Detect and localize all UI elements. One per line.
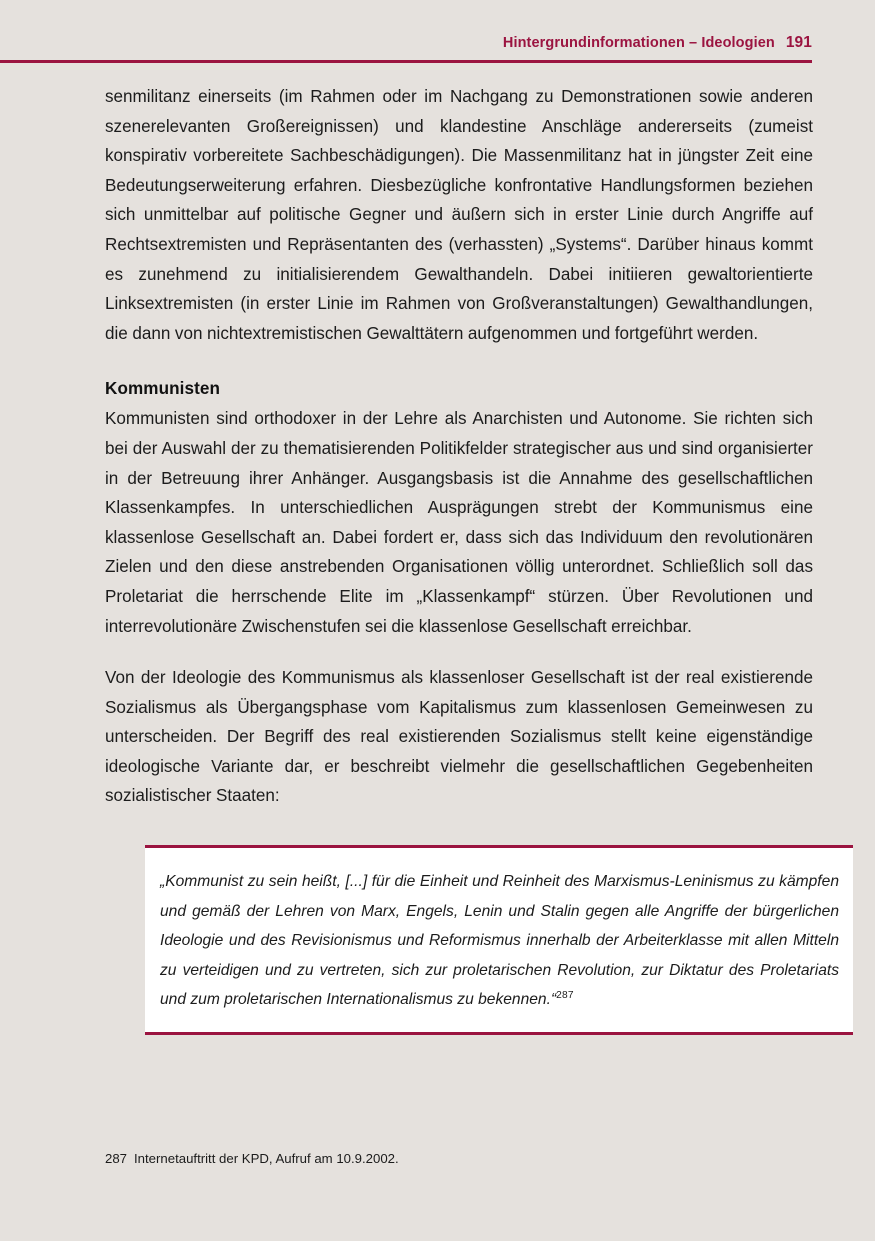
running-head-title: Hintergrundinformationen – Ideologien [502, 35, 775, 51]
paragraph-continued: senmilitanz einerseits (im Rahmen oder im Nachgang zu Demonstrationen sowie anderen szenerelevanten Großereignissen) und klandestine Anschläge andererseits (zumeist konspirativ vorbereitete Sachbeschädigungen). Die Massenmilitanz hat in jüngster Zeit eine Bedeutungserweiterung erfahren. Diesbezügliche konfrontative Handlungsformen beziehen sich unmittelbar auf politische Gegner und äußern sich in erster Linie durch Angriffe auf Rechtsextremisten und Repräsentanten des (verhassten) „Systems“. Darüber hinaus kommt es zunehmend zu initialisierendem Gewalthandeln. Dabei initiieren gewaltorientierte Linksextremisten (in erster Linie im Rahmen von Großveranstaltungen) Gewalthandlungen, die dann von nichtextremistischen Gewalttätern aufgenommen und fortgeführt werden. [105, 87, 813, 343]
footnote-item [105, 1150, 813, 1168]
running-head [0, 34, 812, 52]
quote-body: „Kommunist zu sein heißt, [...] für die Einheit und Reinheit des Marxismus-Leninismus zu kämpfen und gemäß der Lehren von Marx, Engels, Lenin und Stalin gegen alle Angriffe der bürgerlichen Ideologie und des Revisionismus und Reformismus innerhalb der Arbeiterklasse mit allen Mitteln zu verteidigen und zu vertreten, sich zur proletarischen Revolution, zur Diktatur des Proletariats und zum proletarischen Internationalismus zu bekennen.“ [160, 873, 839, 1009]
text-column [105, 82, 839, 1051]
page-number: 191 [785, 34, 812, 51]
header-rule [0, 60, 812, 63]
paragraph-kommunisten-1: Kommunisten sind orthodoxer in der Lehre als Anarchisten und Autonome. Sie richten sich bei der Auswahl der zu thematisierenden Politikfelder strategischer aus und sind organisierter in der Betreuung ihrer Anhänger. Ausgangsbasis ist die Annahme des gesellschaftlichen Klassenkampfes. In unterschiedlichen Ausprägungen strebt der Kommunismus eine klassenlose Gesellschaft an. Dabei fordert er, dass sich das Individuum den revolutionären Zielen und den diese anstrebenden Organisationen völlig unterordnet. Schließlich soll das Proletariat die herrschende Elite im „Klassenkampf“ stürzen. Über Revolutionen und interrevolutionäre Zwischenstufen sei die klassenlose Gesellschaft erreichbar. [105, 409, 813, 636]
footnote-text: Internetauftritt der KPD, Aufruf am 10.9.2002. [134, 1151, 399, 1166]
pull-quote-box [145, 845, 853, 1035]
footnote-number: 287 [105, 1151, 128, 1166]
paragraph-kommunisten-2: Von der Ideologie des Kommunismus als klassenloser Gesellschaft ist der real existierende Sozialismus als Übergangsphase vom Kapitalismus zum klassenlosen Gemeinwesen zu unterscheiden. Der Begriff des real existierenden Sozialismus stellt keine eigenständige ideologische Variante dar, er beschreibt vielmehr die gesellschaftlichen Gegebenheiten sozialistischer Staaten: [105, 668, 813, 806]
quote-text [160, 867, 839, 1015]
section-subheading: Kommunisten [105, 379, 221, 399]
footnote-area [105, 1150, 813, 1168]
footnote-reference: 287 [556, 989, 574, 1001]
